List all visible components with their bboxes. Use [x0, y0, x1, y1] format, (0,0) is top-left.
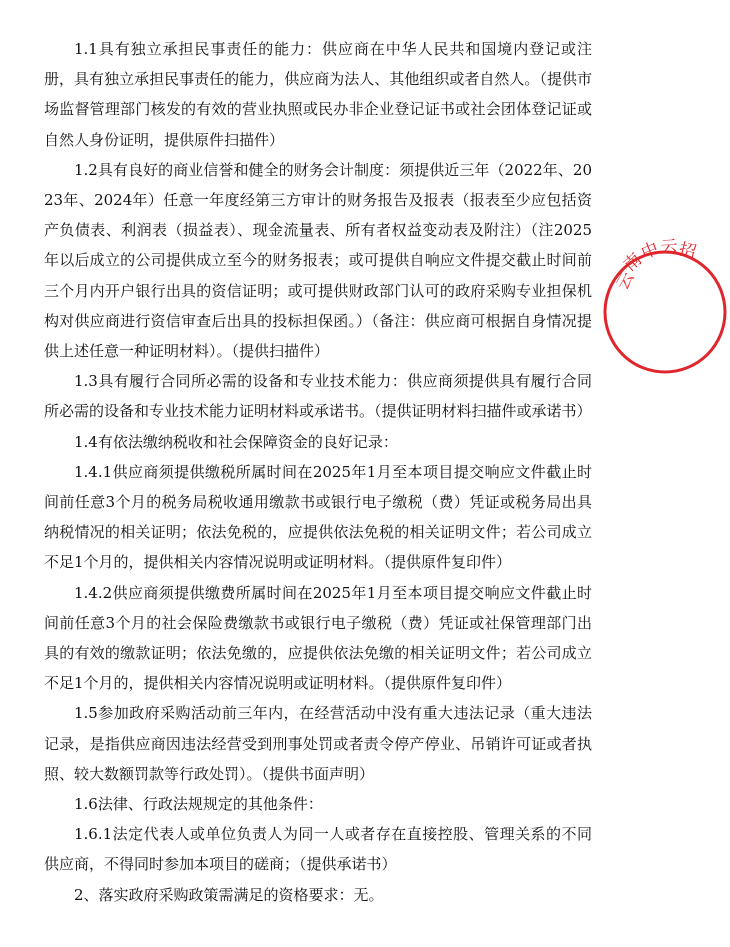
company-seal	[600, 236, 730, 377]
paragraph-1-6: 1.6法律、行政法规规定的其他条件：	[74, 795, 323, 814]
seal-char-2: 南	[619, 249, 646, 276]
paragraph-1-4-1: 1.4.1供应商须提供缴税所属时间在2025年1月至本项目提交响应文件截止时间前任意3个月的税务局税收通用缴款书或银行电子缴税（费）凭证或税务局出具纳税情况的相关证明；依法免税的，应提供依法免税的相关证明文件；若公司成立不足1个月的，提供相关内容情况说明或证明材料。（提供原件复印件）	[44, 462, 592, 572]
paragraph-1-2: 1.2具有良好的商业信誉和健全的财务会计制度：须提供近三年（2022年、2023年、2024年）任意一年度经第三方审计的财务报告及报表（报表至少应包括资产负债表、利润表（损益表）、现金流量表、所有者权益变动表及附注）（注2025年以后成立的公司提供成立至今的财务报表；或可提供自响应文件提交截止时间前三个月内开户银行出具的资信证明；或可提供财政部门认可的政府采购专业担保机构对供应商进行资信审查后出具的投标担保函。）（备注：供应商可根据自身情况提供上述任意一种证明材料）。（提供扫描件）	[44, 160, 592, 361]
paragraph-1-3: 1.3具有履行合同所必需的设备和专业技术能力：供应商须提供具有履行合同所必需的设备和专业技术能力证明材料或承诺书。（提供证明材料扫描件或承诺书）	[44, 372, 592, 421]
seal-char-5: 招	[676, 239, 699, 263]
paragraph-1-6-1: 1.6.1法定代表人或单位负责人为同一人或者存在直接控股、管理关系的不同供应商，不得同时参加本项目的磋商；（提供承诺书）	[44, 825, 592, 874]
seal-ring	[605, 252, 725, 372]
seal-char-1: 云	[612, 268, 639, 294]
seal-char-3: 中	[638, 238, 662, 264]
seal-char-4: 云	[659, 236, 679, 258]
paragraph-1-4: 1.4有依法缴纳税收和社会保障资金的良好记录：	[74, 432, 398, 451]
paragraph-1-1: 1.1具有独立承担民事责任的能力：供应商在中华人民共和国境内登记或注册，具有独立承担民事责任的能力，供应商为法人、其他组织或者自然人。（提供市场监督管理部门核发的有效的营业执照或民办非企业登记证书或社会团体登记证或自然人身份证明，提供原件扫描件）	[44, 40, 592, 149]
paragraph-1-5: 1.5参加政府采购活动前三年内，在经营活动中没有重大违法记录（重大违法记录，是指供应商因违法经营受到刑事处罚或者责令停产停业、吊销许可证或者执照、较大数额罚款等行政处罚）。（提供书面声明）	[44, 704, 592, 783]
document-body	[44, 34, 592, 910]
paragraph-1-4-2: 1.4.2供应商须提供缴费所属时间在2025年1月至本项目提交响应文件截止时间前任意3个月的社会保险费缴款书或银行电子缴税（费）凭证或社保管理部门出具的有效的缴款证明；依法免缴的，应提供依法免缴的相关证明文件；若公司成立不足1个月的，提供相关内容情况说明或证明材料。（提供原件复印件）	[44, 583, 592, 693]
paragraph-2: 2、落实政府采购政策需满足的资格要求：无。	[74, 885, 384, 904]
